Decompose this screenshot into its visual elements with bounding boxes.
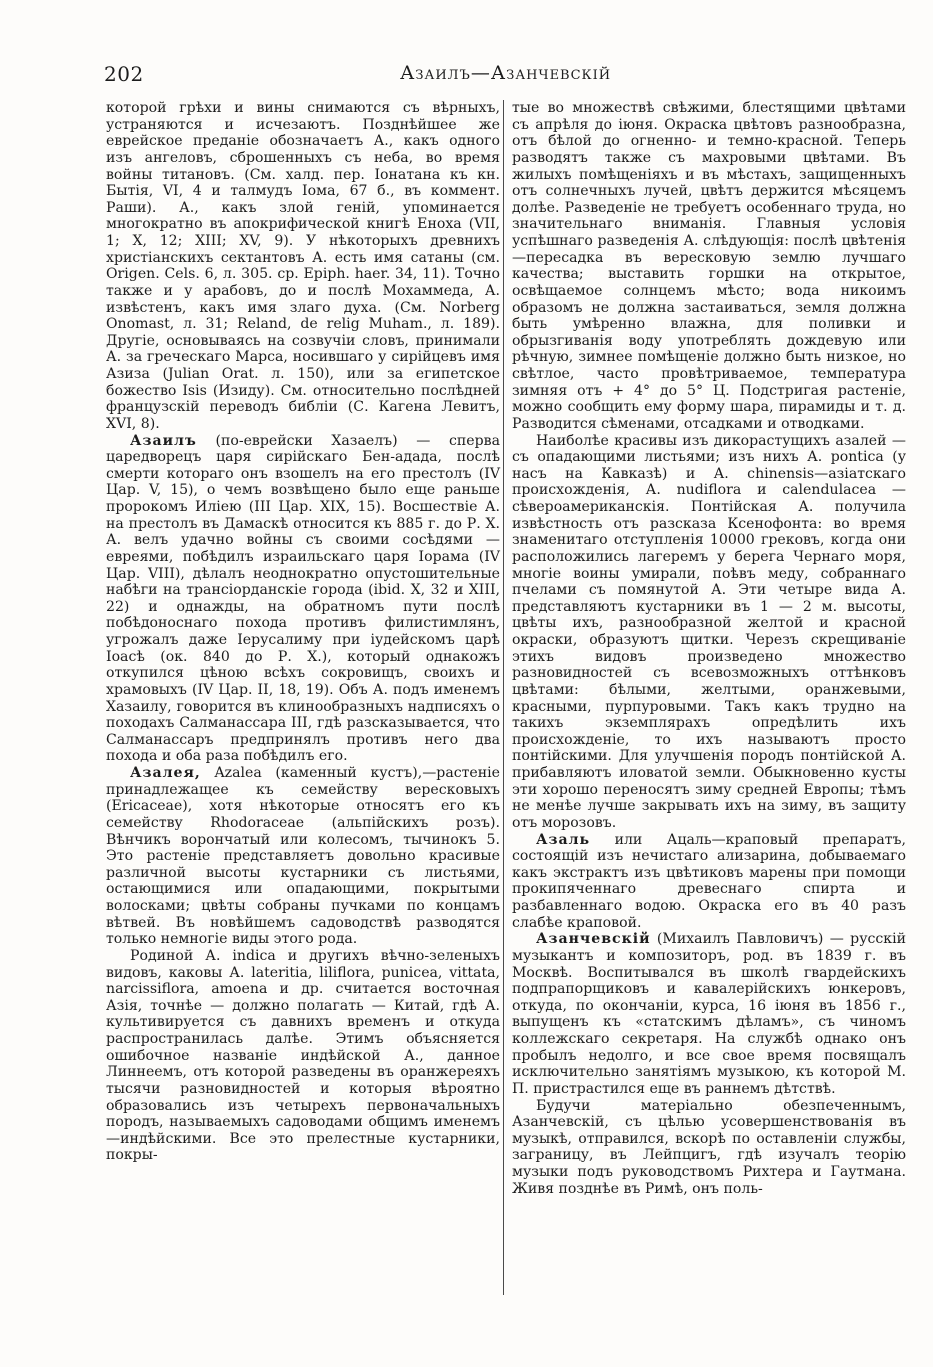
paragraph-buduchi: Будучи матеріально обезпеченнымъ, Азанчевскій, съ цѣлью усовершенствованія въ музыкѣ, отправился, вскорѣ по оставленіи службы, заграницу, въ Лейпцигъ, гдѣ изучалъ теорію музыки подъ руководствомъ Рихтера и Гаутмана. Живя позднѣе въ Римѣ, онъ поль- xyxy=(512,1097,906,1197)
entry-azalea-text: Azalea (каменный кустъ),—растеніе принадлежащее къ семейству вересковыхъ (Ericaceae), хотя нѣкоторые относятъ его къ семейству Rhodoraceae (альпійскихъ розъ). Вѣнчикъ ворончатый или колесомъ, тычинокъ 5. Это растеніе представляетъ довольно красивые различной высоты кустарники съ листьями, остающимися или опадающими, покрытыми волосками; цвѣты собраны пучками по концамъ вѣтвей. Въ новѣйшемъ садоводствѣ разводятся только немногіе виды этого рода. xyxy=(106,765,500,948)
page-number: 202 xyxy=(104,62,144,86)
entry-azanchevsky-text: (Михаилъ Павловичъ) — русскій музыкантъ и композиторъ, род. въ 1839 г. въ Москвѣ. Воспитывался въ школѣ гвардейскихъ подпрапорщиковъ и кавалерійскихъ юнкеровъ, откуда, по окончаніи, курса, 16 іюня въ 1856 г., выпущенъ къ «статскимъ дѣламъ», съ чиномъ коллежскаго секретаря. На службѣ однако онъ пробылъ недолго, и все свое время посвящалъ исключительно занятіямъ музыкою, къ которой М. П. пристрастился еще въ раннемъ дѣтствѣ. xyxy=(512,931,906,1097)
entry-azanchevsky xyxy=(512,931,906,1097)
headword-azal: Азаль xyxy=(536,831,591,848)
left-column xyxy=(106,100,500,1164)
paragraph-continuation: которой грѣхи и вины снимаются съ вѣрныхъ, устраняются и исчезаютъ. Позднѣйшее же еврейское преданіе обозначаетъ А., какъ одного изъ ангеловъ, сброшенныхъ съ неба, во время войны титановъ. (См. халд. пер. Іонатана къ кн. Бытія, VI, 4 и талмудъ Іома, 67 б., въ коммент. Раши). А., какъ злой геній, упоминается многократно въ апокрифической книгѣ Еноха (VII, 1; X, 12; XIII; XV, 9). У нѣкоторыхъ древнихъ христіанскихъ сектантовъ А. есть имя сатаны (см. Origen. Cels. 6, л. 305. ср. Epiph. haer. 34, 11). Точно также и у арабовъ, до и послѣ Мохаммеда, А. извѣстенъ, какъ имя злаго духа. (См. Norberg Onomast, л. 31; Reland, de relig Muham., л. 189). Другіе, основываясь на созвучіи словъ, принимали А. за греческаго Марса, носившаго у сирійцевъ имя Азиза (Julian Orat. л. 150), или за египетское божество Isis (Изиду). См. относительно послѣдней французскій переводъ библіи (С. Кагена Левитъ, XVI, 8). xyxy=(106,100,500,432)
running-head: Азаилъ—Азанчевскій xyxy=(400,62,612,84)
entry-azal-text: или Ацаль—краповый препаратъ, состоящій изъ нечистаго ализарина, добываемаго какъ экстрактъ изъ цвѣтиковъ марены при помощи прокипяченнаго древеснаго спирта и разбавленнаго водою. Окраска его въ 40 разъ слабѣе краповой. xyxy=(512,831,906,931)
entry-azalea xyxy=(106,765,500,948)
right-column xyxy=(512,100,906,1197)
entry-azal xyxy=(512,832,906,932)
headword-azalea: Азалея, xyxy=(130,765,201,781)
headword-azanchevsky: Азанчевскій xyxy=(536,931,651,948)
entry-azail xyxy=(106,433,500,766)
paragraph-rodina: Родиной А. indica и другихъ вѣчно-зеленыхъ видовъ, каковы А. lateritia, liliflora, punicea, vittata, narcissiflora, amoena и др. считается восточная Азія, точнѣе — должно полагать — Китай, гдѣ А. культивируется съ давнихъ временъ и откуда распространилась далѣе. Этимъ объясняется ошибочное названіе индѣйской А., данное Линнеемъ, отъ которой разведены въ оранжереяхъ тысячи разновидностей и которыя вѣроятно образовались изъ четырехъ первоначальныхъ породъ, называемыхъ садоводами общимъ именемъ—индѣйскими. Все это прелестные кустарники, покры- xyxy=(106,947,500,1164)
entry-azail-text: (по-еврейски Хазаелъ) — сперва царедворецъ царя сирійскаго Бен-адада, послѣ смерти котораго онъ взошелъ на его престолъ (IV Цар. V, 15), о чемъ возвѣщено было еще раньше пророкомъ Иліею (III Цар. XIX, 15). Восшествіе А. на престолъ въ Дамаскѣ относится къ 885 г. до Р. Х. А. велъ удачно войны съ своими сосѣдями — евреями, побѣдилъ израильскаго царя Іорама (IV Цар. VIII), дѣлалъ неоднократно опустошительные набѣги на трансіорданскіе города (ibid. X, 32 и XIII, 22) и однажды, на обратномъ пути послѣ побѣдоноснаго похода противъ филистимлянъ, угрожалъ даже Іерусалиму при іудейскомъ царѣ Іоасѣ (ок. 840 до Р. Х.), который однакожъ откупился цѣною всѣхъ сокровищъ, своихъ и храмовыхъ (IV Цар. II, 18, 19). Объ А. подъ именемъ Хазаилу, говорится въ клинообразныхъ надписяхъ о походахъ Салманассара III, гдѣ разсказывается, что Салманассаръ предпринялъ противъ него два похода и оба раза побѣдилъ его. xyxy=(106,432,500,765)
paragraph-continuation-right: тые во множествѣ свѣжими, блестящими цвѣтами съ апрѣля до іюня. Окраска цвѣтовъ разнообразна, отъ бѣлой до огненно- и темно-красной. Теперь разводятъ также съ махровыми цвѣтами. Въ жилыхъ помѣщеніяхъ и въ мѣстахъ, защищенныхъ отъ солнечныхъ лучей, цвѣтъ держится мѣсяцемъ долѣе. Разведеніе не требуетъ особеннаго труда, но значительнаго вниманія. Главныя условія успѣшнаго разведенія А. слѣдующія: послѣ цвѣтенія—пересадка въ вересковую землю лучшаго качества; выставить горшки на открытое, освѣщаемое солнцемъ мѣсто; вода никоимъ образомъ не должна застаиваться, земля должна быть умѣренно влажна, для поливки и обрызгиванія воду употреблять дождевую или рѣчную, зимнее помѣщеніе должно быть низкое, но свѣтлое, часто провѣтриваемое, температура зимняя отъ + 4° до 5° Ц. Подстригая растеніе, можно сообщить ему форму шара, пирамиды и т. д. Разводится сѣменами, отсадками и отводками. xyxy=(512,100,906,432)
column-rule xyxy=(503,100,504,1295)
paragraph-naibolee: Наиболѣе красивы изъ дикорастущихъ азалей — съ опадающими листьями; изъ нихъ А. pontica (у насъ на Кавказѣ) и А. chinensis—азіатскаго происхожденія, А. nudiflora и calendulacea — сѣвероамериканскія. Понтійская А. получила извѣстность отъ разсказа Ксенофонта: во время знаменитаго отступленія 10000 грековъ, когда они расположились лагеремъ у берега Чернаго моря, многіе воины умирали, поѣвъ меду, собраннаго пчелами съ помянутой А. Эти четыре вида А. представляютъ кустарники въ 1 — 2 м. высоты, цвѣты ихъ, разнообразной желтой и красной окраски, образуютъ щитки. Черезъ скрещиваніе этихъ видовъ произведено множество разновидностей съ всевозможныхъ оттѣнковъ цвѣтами: бѣлыми, желтыми, оранжевыми, красными, пурпуровыми. Такъ какъ трудно на такихъ экземплярахъ опредѣлить ихъ происхожденіе, то ихъ называютъ просто понтійскими. Для улучшенія породъ понтійской А. прибавляютъ иловатой земли. Обыкновенно кусты эти хорошо переносятъ зиму средней Европы; тѣмъ не менѣе лучше закрывать ихъ на зиму, въ защиту отъ морозовъ. xyxy=(512,432,906,831)
headword-azail: Азаилъ xyxy=(130,432,197,449)
